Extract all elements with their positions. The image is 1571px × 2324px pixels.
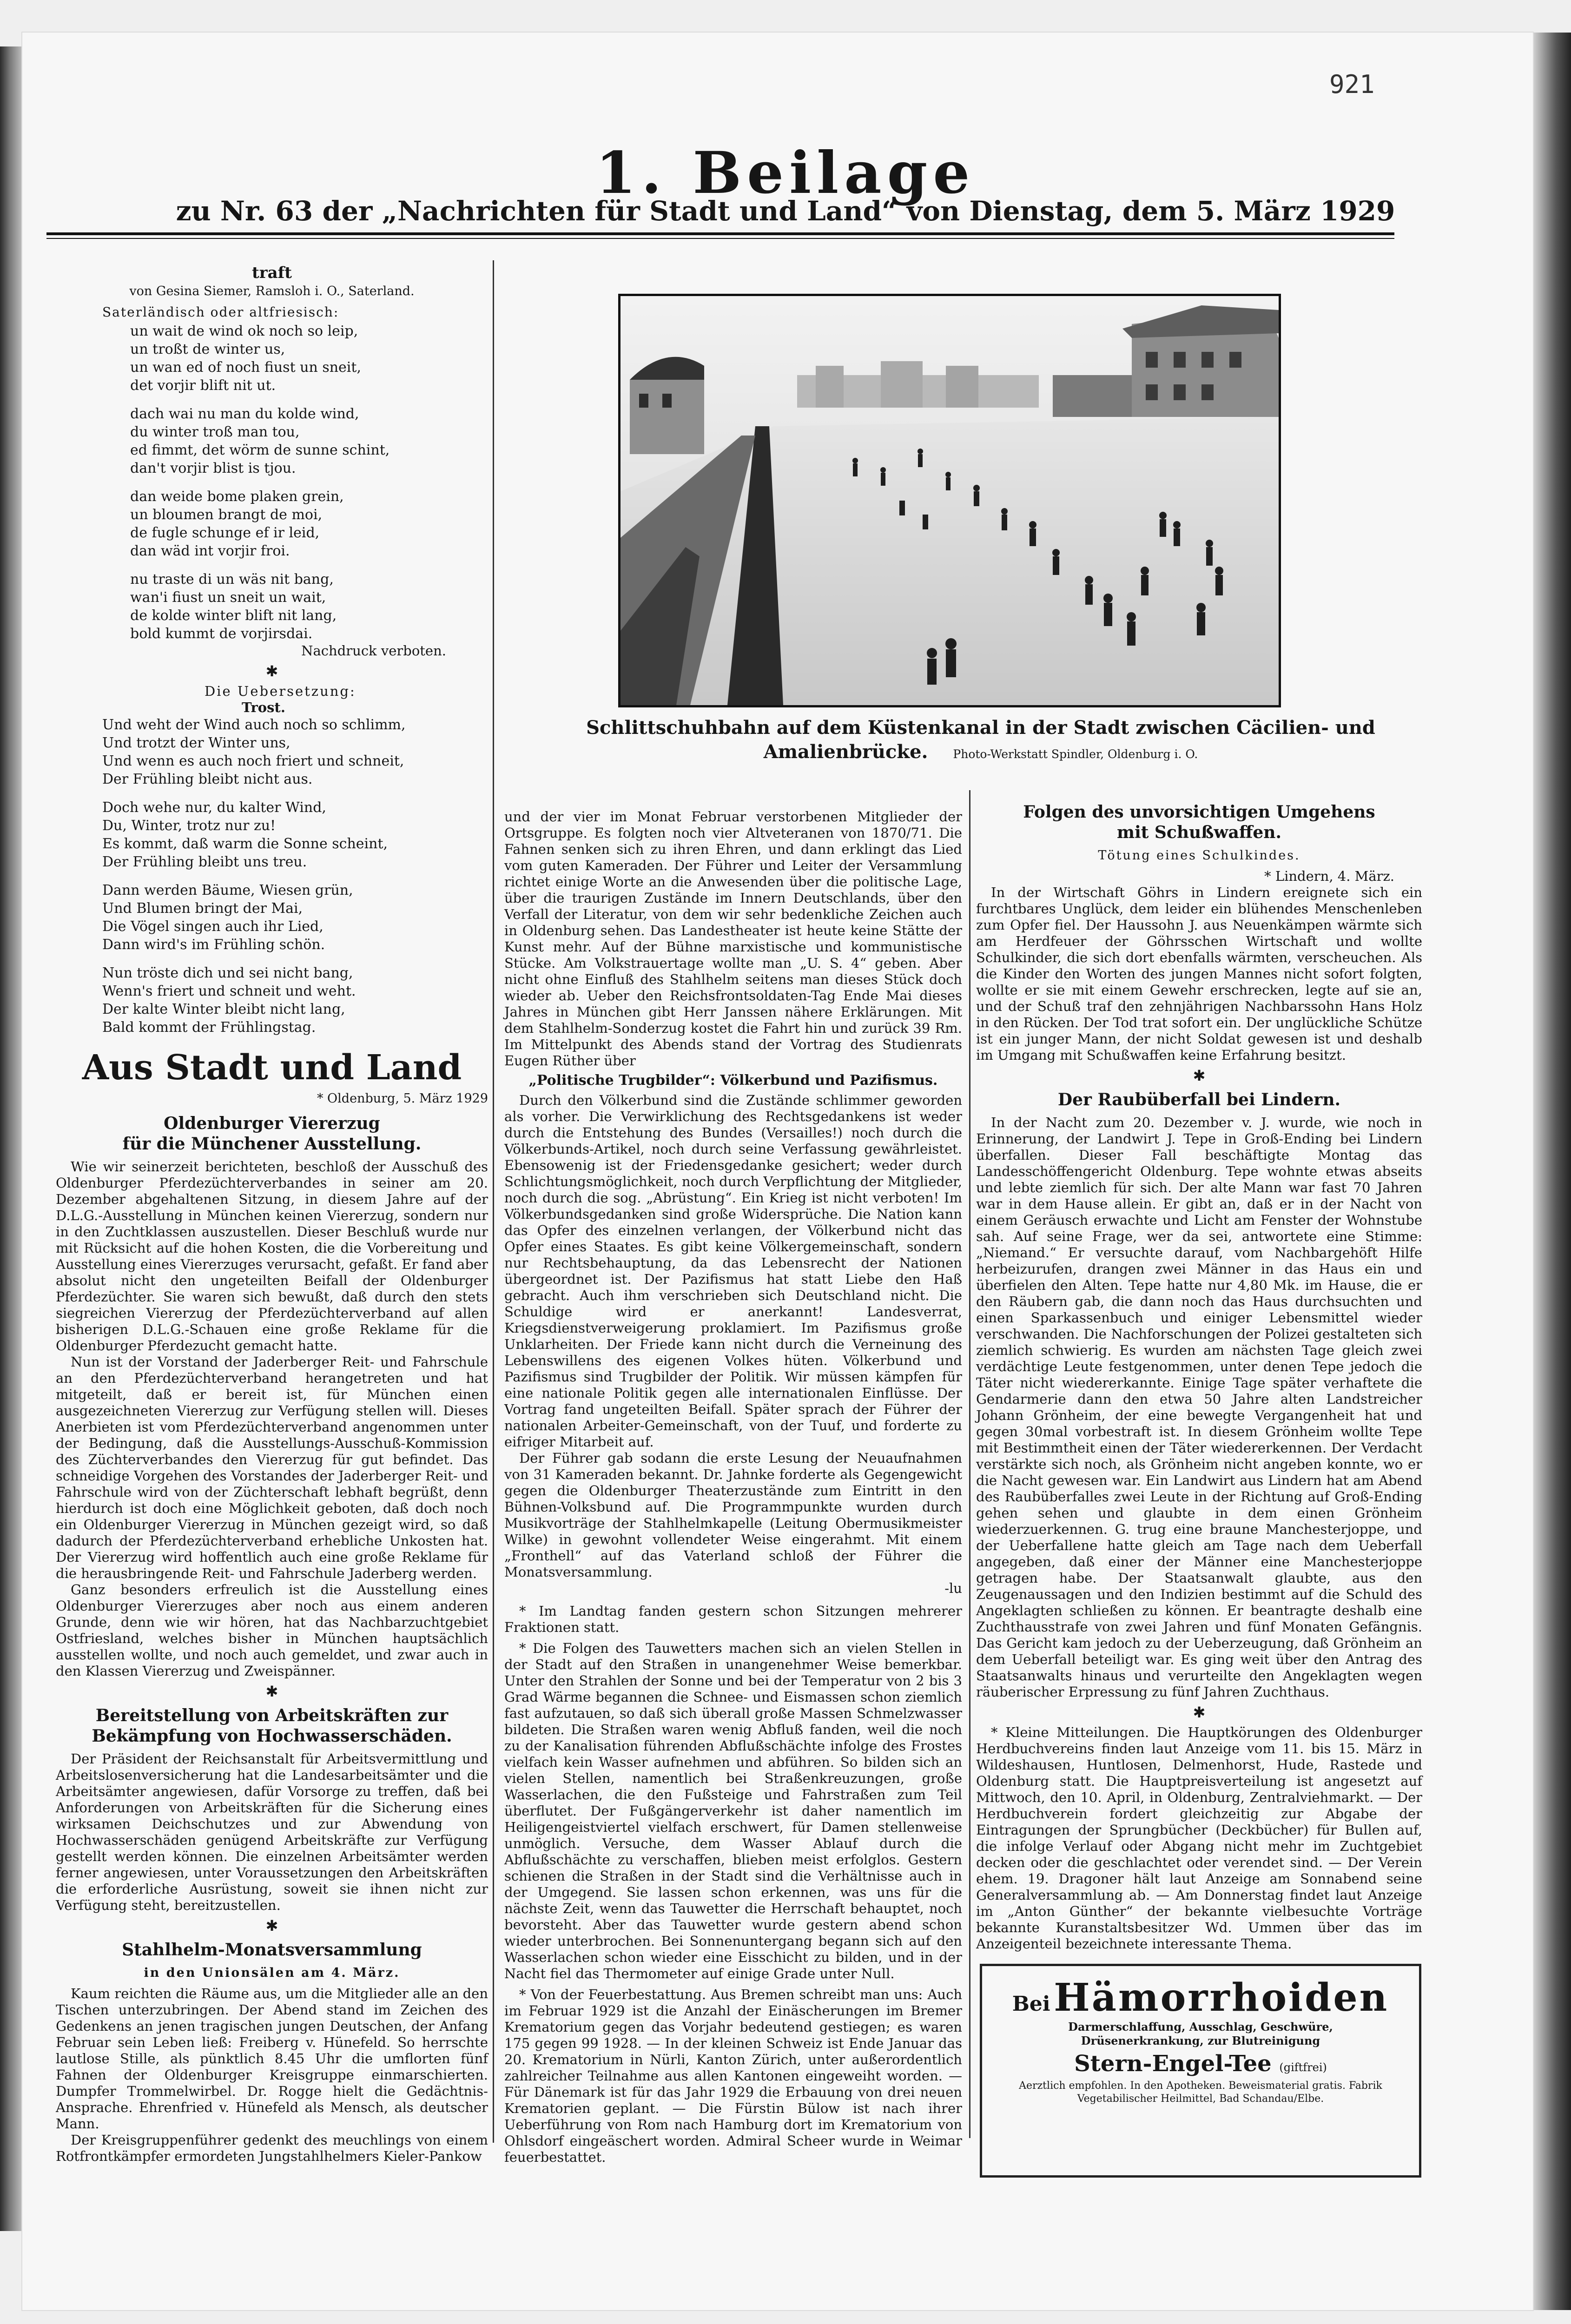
article-title-line: für die Münchener Ausstellung. — [122, 1134, 422, 1154]
separator-star: ✱ — [265, 1683, 278, 1700]
paragraph: Wie wir seinerzeit berichteten, beschloß der Ausschuß des Oldenburger Pferdezüchterverbandes in seiner am 20. Dezember abgehaltenen Sitzung, in diesem Jahre auf der D.L.G.-Ausstellung in München keinen Viererzug, sondern nur in den Zuchtklassen auszustellen. Dieser Beschluß wurde nur mit Rücksicht auf die hohen Kosten, die die Vorbereitung und Ausstellung eines Viererzuges verursacht, gefaßt. Er fand aber absolut nicht den ungeteilten Beifall der Oldenburger Pferdezüchter. Sie waren sich bewußt, daß durch den stets siegreichen Viererzug der Pferdezüchterverband auf allen bisherigen D.L.G.-Schauen eine große Reklame für die Oldenburger Pferdezucht gemacht hatte. — [56, 1159, 488, 1353]
stanza — [130, 322, 488, 395]
paragraph: und der vier im Monat Februar verstorbenen Mitglieder der Ortsgruppe. Es folgten noch vier Altveteranen von 1870/71. Die Fahnen senken sich zu ihren Ehren, und dann erklingt das Lied vom guten Kameraden. Der Führer und Leiter der Versammlung richtet einige Worte an die Anwesenden über die politische Lage, über die traurigen Zustände im Innern Deutschlands, über den Verfall der Literatur, von dem wir sehr bedenkliche Zeichen auch in Oldenburg sehen. Das Landestheater ist heute keine Stätte der Kunst mehr. Auf der Bühne marxistische und kommunistische Stücke. Am Volkstrauertage wollte man „U. S. 4“ geben. Aber nicht ohne Einfluß des Stahlhelm seitens man dieses Stück doch wieder ab. Ueber den Reichsfrontsoldaten-Tag Ende Mai dieses Jahres in München gibt Herr Janssen nähere Erklärungen. Mit dem Stahlhelm-Sonderzug kostet die Fahrt hin und zurück 39 Rm. Im Mittelpunkt des Abends stand der Vortrag des Studienrats Eugen Rüther über — [504, 809, 962, 1069]
article-title-line: Bereitstellung von Arbeitskräften zur — [95, 1706, 449, 1725]
verse-line: bold kummt de vorjirsdai. — [130, 626, 313, 642]
section-dateline: * Oldenburg, 5. März 1929 — [317, 1091, 488, 1106]
column-2 — [504, 809, 962, 2166]
ad-headline — [990, 1975, 1411, 2020]
photo-caption — [548, 716, 1413, 764]
lecture-title: „Politische Trugbilder“: Völkerbund und Pazifismus. — [528, 1072, 938, 1089]
poem-original — [56, 322, 488, 643]
caption-text: Schlittschuhbahn auf dem Küstenkanal in der Stadt zwischen Cäcilien- und Amalienbrücke. — [586, 717, 1375, 763]
article-title: Der Raubüberfall bei Lindern. — [1057, 1090, 1341, 1109]
verse-line: du winter troß man tou, — [130, 424, 300, 440]
verse-line: Es kommt, daß warm die Sonne scheint, — [102, 836, 388, 852]
translation-title: Trost. — [242, 700, 285, 715]
poem-translation — [56, 716, 488, 1037]
verse-line: Der Frühling bleibt nicht aus. — [102, 771, 313, 787]
article-title — [56, 1940, 488, 1960]
stanza — [130, 570, 488, 643]
paragraph: In der Nacht zum 20. Dezember v. J. wurde, wie noch in Erinnerung, der Landwirt J. Tepe in Groß-Ending bei Lindern überfallen. Dieser Fall beschäftigte Montag das Landesschöffengericht Oldenburg. Tepe wohnte etwas abseits und lebte ziemlich für sich. Der alte Mann war fast 70 Jahren war in dem Hause allein. Er gibt an, daß er in der Nacht von einem Geräusch erwachte und Licht am Fenster der Wohnstube sah. Auf seine Frage, wer da sei, antwortete eine Stimme: „Niemand.“ Er versuchte darauf, vom Nachbargehöft Hilfe herbeizurufen, drangen zwei Männer in das Haus ein und überfielen den Alten. Tepe hatte nur 4,80 Mk. im Hause, die er den Räubern gab, die dann noch das Haus durchsuchten und einen Sparkassenbuch und einiger Lebensmittel wieder verschwanden. Die Nachforschungen der Polizei gestalteten sich ziemlich schwierig. Es wurden am nächsten Tage gleich zwei verdächtige Leute festgenommen, unter denen Tepe jedoch die Täter nicht wiedererkannte. Einige Tage später verhaftete die Gendarmerie dann den etwa 50 Jahre alten Landstreicher Johann Grönheim, der eine bewegte Vergangenheit hat und gegen 30mal vorbestraft ist. In diesem Grönheim wollte Tepe mit Bestimmtheit einen der Täter wiedererkennen. Der Verdacht verstärkte sich noch, als Grönheim nicht angeben konnte, wo er die Nacht gewesen war. Ein Landwirt aus Lindern hat am Abend des Raubüberfalles zwei Leute in der Richtung auf Groß-Ending gehen sehen und glaubte in dem einen Grönheim wiederzuerkennen. G. trug eine braune Manchesterjoppe, und der Ueberfallene hatte gleich am Tage nach dem Ueberfall angegeben, daß einer der Männer eine Manchesterjoppe getragen habe. Der Staatsanwalt glaubte, aus den Zeugenaussagen und den Indizien bestimmt auf die Schuld des Angeklagten schließen zu können. Er beantragte deshalb eine Zuchthausstrafe von zwei Jahren und fünf Monaten Gefängnis. Das Gericht kam jedoch zu der Ueberzeugung, daß Grönheim an dem Ueberfall beteiligt war. Es ging weit über den Antrag des Staatsanwalts hinaus und verurteilte den Angeklagten wegen räuberischer Erpressung zu fünf Jahren Zuchthaus. — [976, 1115, 1422, 1700]
separator-star: ✱ — [265, 662, 278, 680]
paragraph: Der Kreisgruppenführer gedenkt des meuchlings von einem Rotfrontkämpfer ermordeten Jungstahlhelmers Kieler-Pankow — [56, 2132, 488, 2164]
stanza — [102, 964, 488, 1037]
stanza — [130, 488, 488, 560]
verse-line: det vorjir blift nit ut. — [130, 377, 276, 394]
column-3 — [976, 797, 1422, 1952]
ad-prefix: Bei — [1012, 1992, 1050, 2016]
ad-line: Drüsenerkrankung, zur Blutreinigung — [1081, 2034, 1320, 2047]
verse-line: un bloumen brangt de moi, — [130, 507, 323, 523]
stanza — [102, 799, 488, 871]
verse-line: Und weht der Wind auch noch so schlimm, — [102, 717, 406, 733]
poem-title: traft — [252, 264, 292, 282]
verse-line: Nun tröste dich und sei nicht bang, — [102, 965, 353, 981]
verse-line: Dann werden Bäume, Wiesen grün, — [102, 882, 353, 898]
masthead-title: 1. Beilage — [595, 139, 976, 207]
verse-line: dan wäd int vorjir froi. — [130, 543, 290, 559]
verse-line: wan'i fiust un sneit un wait, — [130, 589, 326, 606]
verse-line: dan't vorjir blist is tjou. — [130, 460, 296, 476]
verse-line: Der kalte Winter bleibt nicht lang, — [102, 1001, 345, 1017]
ad-title: Hämorrhoiden — [1054, 1975, 1389, 2020]
verse-line: un wan ed of noch fiust un sneit, — [130, 359, 361, 376]
verse-line: Und trotzt der Winter uns, — [102, 735, 290, 751]
ad-brand-note: (giftfrei) — [1279, 2061, 1327, 2074]
masthead-rule — [46, 232, 1394, 235]
article-dateline: * Lindern, 4. März. — [1264, 868, 1394, 884]
news-photo — [618, 294, 1281, 707]
verse-line: Die Vögel singen auch ihr Lied, — [102, 918, 323, 935]
separator-star: ✱ — [265, 1917, 278, 1934]
verse-line: un wait de wind ok noch so leip, — [130, 323, 358, 339]
book-binding-right — [1534, 33, 1571, 2310]
paragraph: Ganz besonders erfreulich ist die Ausstellung eines Oldenburger Viererzuges aber noch aus einem anderen Grunde, denn wie wir hören, hat das Nachbarzuchtgebiet Ostfriesland, welches bisher in München hauptsächlich ausstellen wollte, und noch auch gemeldet, und zwar auch in den Klassen Viererzug und Zweispänner. — [56, 1582, 488, 1679]
stanza — [102, 716, 488, 788]
verse-line: Wenn's friert und schneit und weht. — [102, 983, 356, 999]
signature: -lu — [944, 1580, 962, 1596]
ad-line: Darmerschlaffung, Ausschlag, Geschwüre, — [1068, 2020, 1333, 2034]
note: * Die Folgen des Tauwetters machen sich an vielen Stellen in der Stadt auf den Straßen in unangenehmer Weise bemerkbar. Unter den Strahlen der Sonne und bei der Temperatur von 2 bis 3 Grad Wärme begannen die Schnee- und Eismassen schon ziemlich fast aufzutauen, so daß sich überall große Massen Schmelzwasser bildeten. Die Straßen waren wenig Abfluß fanden, weil die noch zu der Kanalisation führenden Abflußschächte infolge des Frostes vielfach kein Wasser aufnehmen und abführen. So bilden sich an vielen Stellen, namentlich bei Straßenkreuzungen, große Wasserlachen, die den Fußsteige und Fahrstraßen zum Teil überflutet. Der Fußgängerverkehr ist daher namentlich im Heiligengeistviertel vielfach erschwert, für Damen stellenweise unmöglich. Versuche, dem Wasser Ablauf durch die Abflußschächte zu verschaffen, blieben meist erfolglos. Gestern schienen die Straßen in der Stadt sind die Verhältnisse auch in der Umgegend. Sie lassen schon erkennen, was uns für die nächste Zeit, wenn das Tauwetter die Herrschaft behauptet, noch bevorsteht. Aber das Tauwetter wurde gestern abend schon wieder unterbrochen. Bei Sonnenuntergang begann sich auf den Wasserlachen schon wieder eine Eisschicht zu bilden, und in der Nacht fiel das Thermometer auf einige Grade unter Null. — [504, 1640, 962, 1981]
column-divider — [493, 260, 494, 2143]
section-title: Aus Stadt und Land — [82, 1048, 462, 1088]
stanza — [130, 405, 488, 477]
article-title — [56, 1705, 488, 1746]
paragraph: Kaum reichten die Räume aus, um die Mitglieder alle an den Tischen unterzubringen. Der Abend stand im Zeichen des Gedenkens an jenen tragischen jungen Deutschen, der Anfang Februar sein Leben ließ: Freiberg v. Hünefeld. So herrschte lautlose Stille, als pünktlich 8.45 Uhr die umflorten fünf Fahnen der Oldenburger Kreisgruppe einmarschierten. Dumpfer Trommelwirbel. Dr. Rogge hielt die Gedächtnis-Ansprache. Ehrenfried v. Hünefeld als Mensch, als deutscher Mann. — [56, 1986, 488, 2132]
page-number: 921 — [1329, 70, 1375, 99]
verse-line: dan weide bome plaken grein, — [130, 489, 344, 505]
verse-line: Du, Winter, trotz nur zu! — [102, 818, 276, 834]
paragraph: Der Präsident der Reichsanstalt für Arbeitsvermittlung und Arbeitslosenversicherung hat die Landesarbeitsämter und die Arbeitsämter angewiesen, dafür Vorsorge zu treffen, daß bei Anforderungen von Arbeitskräften für die Sicherung eines wirksamen Deichschutzes und zur Abwendung von Hochwasserschäden genügend Arbeitskräfte zur Verfügung gestellt werden können. Die einzelnen Arbeitsämter werden ferner angewiesen, unter Voraussetzungen den Arbeitskräften die erforderliche Ausrüstung, soweit sie ihnen nicht zur Verfügung steht, bereitzustellen. — [56, 1751, 488, 1913]
verse-line: ed fimmt, det wörm de sunne schint, — [130, 442, 390, 458]
article-title-line: Oldenburger Viererzug — [164, 1114, 380, 1133]
verse-line: de fugle schunge ef ir leid, — [130, 525, 320, 541]
article-title — [56, 1113, 488, 1154]
verse-line: dach wai nu man du kolde wind, — [130, 406, 359, 422]
masthead-rule-thin — [46, 238, 1394, 239]
ad-brand — [990, 2051, 1411, 2077]
verse-line: nu traste di un wäs nit bang, — [130, 571, 334, 588]
note: * Im Landtag fanden gestern schon Sitzungen mehrerer Fraktionen statt. — [504, 1603, 962, 1635]
paragraph: Nun ist der Vorstand der Jaderberger Reit- und Fahrschule an den Pferdezüchterverband herangetreten und hat mitgeteilt, daß er bereit ist, für München einen ausgezeichneten Viererzug zur Verfügung stellen will. Dieses Anerbieten ist vom Pferdezüchterverband angenommen unter der Bedingung, daß die Ausstellungs-Ausschuß-Kommission des Züchterverbandes den Viererzug für gut befindet. Das schneidige Vorgehen des Vorstandes der Jaderberger Reit- und Fahrschule wird von der Züchterschaft lebhaft begrüßt, denn hierdurch ist doch eine Möglichkeit geboten, daß doch noch ein Oldenburger Viererzug in München gezeigt wird, so daß dadurch der Pferdezüchterverband erhebliche Unkosten hat. Der Viererzug wird hoffentlich auch eine große Reklame für die herausbringende Reit- und Fahrschule Jaderberg werden. — [56, 1354, 488, 1581]
ad-footer: Aerztlich empfohlen. In den Apotheken. Beweismaterial gratis. Fabrik Vegetabilischer Heilmittel, Bad Schandau/Elbe. — [1019, 2080, 1382, 2105]
stanza — [102, 881, 488, 954]
poem-rights: Nachdruck verboten. — [301, 643, 446, 659]
verse-line: Dann wird's im Frühling schön. — [102, 937, 325, 953]
verse-line: Und wenn es auch noch friert und schneit, — [102, 753, 404, 769]
paragraph: In der Wirtschaft Göhrs in Lindern ereignete sich ein furchtbares Unglück, dem leider ein blühendes Menschenleben zum Opfer fiel. Der Haussohn J. aus Neuenkämpen wärmte sich am Herdfeuer der Göhrsschen Wirtschaft und wollte Schulkinder, die sich dort ebenfalls wärmten, verscheuchen. Als die Kinder den Worten des jungen Mannes nicht sofort folgten, wollte er sie mit einem Gewehr erschrecken, legte auf sie an, und der Schuß traf den zehnjährigen Nachbarssohn Hans Holz in den Rücken. Der Tod trat sofort ein. Der unglückliche Schütze ist ein junger Mann, der nicht Soldat gewesen ist und deshalb im Umgang mit Schußwaffen keine Erfahrung besitzt. — [976, 885, 1422, 1063]
verse-line: Und Blumen bringt der Mai, — [102, 900, 303, 917]
article-title-line: mit Schußwaffen. — [1116, 823, 1282, 842]
verse-line: Der Frühling bleibt uns treu. — [102, 854, 307, 870]
note: * Von der Feuerbestattung. Aus Bremen schreibt man uns: Auch im Februar 1929 ist die Anzahl der Einäscherungen im Bremer Krematorium gegen das Vorjahr bedeutend gestiegen; es waren 175 gegen 99 1928. — In der kleinen Schweiz ist Ende Januar das 20. Krematorium in Nürli, Kanton Zürich, unter außerordentlich zahlreicher Teilnahme aus allen Kantonen eingeweiht worden. — Für Dänemark ist für das Jahr 1929 die Erbauung von drei neuen Krematorien geplant. — Die Fürstin Bülow ist nach ihrer Ueberführung von Rom nach Hamburg dort im Krematorium von Ohlsdorf eingeäschert worden. Admiral Scheer wurde in Weimar feuerbestattet. — [504, 1987, 962, 2165]
column-1 — [56, 263, 488, 2165]
paragraph: Der Führer gab sodann die erste Lesung der Neuaufnahmen von 31 Kameraden bekannt. Dr. Jahnke forderte als Gegengewicht gegen die Oldenburger Theaterzustände zum Eintritt in den Bühnen-Volksbund auf. Die Programmpunkte wurden durch Musikvorträge der Stahlhelmkapelle (Leitung Obermusikmeister Wilke) in gewohnt vollendeter Weise eingerahmt. Mit einem „Fronthell“ auf das Vaterland schloß der Führer die Monatsversammlung. — [504, 1450, 962, 1580]
translation-label: Die Uebersetzung: — [205, 683, 356, 699]
column-divider — [969, 790, 970, 2138]
article-title-line: Bekämpfung von Hochwasserschäden. — [92, 1726, 452, 1746]
notices: * Kleine Mitteilungen. Die Hauptkörungen des Oldenburger Herdbuchvereins finden laut Anzeige vom 11. bis 15. März in Wildeshausen, Huntlosen, Delmenhorst, Hude, Rastede und Oldenburg statt. Die Hauptpreisverteilung ist angesetzt auf Mittwoch, den 10. April, in Oldenburg, Zentralviehmarkt. — Der Herdbuchverein fordert gleichzeitig zur Abgabe der Eintragungen der Sprungbücher (Deckbücher) für Bullen auf, die infolge Verlauf oder Abgang nicht mehr im Zuchtgebiet decken oder die geschlachtet oder verendet sind. — Der Verein ehem. 19. Dragoner hält laut Anzeige am Sonnabend seine Generalversammlung ab. — Am Donnerstag findet laut Anzeige im „Anton Günther“ der bekannte vielbesuchte Vorträge bekannte Kuranstaltsbesitzer Wd. Ummen über das im Anzeigenteil bezeichnete interessante Thema. — [976, 1724, 1422, 1952]
photo-credit: Photo-Werkstatt Spindler, Oldenburg i. O. — [953, 747, 1198, 761]
book-binding-left — [0, 46, 24, 2231]
article-title — [976, 802, 1422, 843]
verse-line: un troßt de winter us, — [130, 341, 285, 357]
advertisement-box — [980, 1964, 1421, 2178]
paragraph: Durch den Völkerbund sind die Zustände schlimmer geworden als vorher. Die Verwirklichung des Rechtsgedankens ist weder durch die Entstehung des Bundes (Versailles!) noch durch die Völkerbunds-Artikel, noch durch seine Verfassung gewährleistet. Ebensowenig ist der Friedensgedanke gesichert; weder durch Schlichtungsmöglichkeit, noch durch Verpflichtung der Mitglieder, noch durch die sog. „Abrüstung“. Ein Krieg ist nicht verboten! Im Völkerbundsgedanken sind große Widersprüche. Die Nation kann das Opfer des einzelnen verlangen, der Völkerbund nicht das Opfer eines Staates. Es gibt keine Völkergemeinschaft, sondern nur Rechtsbehauptung, da das Lebensrecht der Nationen übergeordnet ist. Der Pazifismus hat statt Liebe den Haß gebracht. Auch ihm verschrieben sich Deutschland nicht. Die Schuldige wird er anerkannt! Landesverrat, Kriegsdienstverweigerung proklamiert. Im Pazifismus große Unklarheiten. Der Friede kann nicht durch die Verneinung des Lebenswillens des eigenen Volkes hüten. Völkerbund und Pazifismus sind Trugbilder der Politik. Wir müssen kämpfen für eine nationale Politik gegen alle internationalen Einflüsse. Der Vortrag fand ungeteilten Beifall. Später sprach der Führer der nationalen Arbeiter-Gemeinschaft, von der Tuuf, und forderte zu eifriger Mitarbeit auf. — [504, 1092, 962, 1450]
ad-indications — [990, 2020, 1411, 2048]
separator-star: ✱ — [1193, 1703, 1206, 1721]
poem-byline: von Gesina Siemer, Ramsloh i. O., Saterland. — [129, 284, 415, 298]
poem-intro: Saterländisch oder altfriesisch: — [102, 304, 339, 320]
verse-line: de kolde winter blift nit lang, — [130, 607, 337, 624]
masthead-subtitle: zu Nr. 63 der „Nachrichten für Stadt und Land“ von Dienstag, dem 5. März 1929 — [176, 195, 1395, 227]
article-subtitle: in den Unionsälen am 4. März. — [144, 1966, 400, 1980]
article-subtitle: Tötung eines Schulkindes. — [1098, 848, 1300, 863]
skating-scene-image — [620, 296, 1279, 705]
verse-line: Bald kommt der Frühlingstag. — [102, 1019, 316, 1036]
ad-brand-name: Stern-Engel-Tee — [1074, 2051, 1272, 2077]
verse-line: Doch wehe nur, du kalter Wind, — [102, 799, 326, 816]
separator-star: ✱ — [1193, 1067, 1206, 1084]
article-title-line: Stahlhelm-Monatsversammlung — [122, 1940, 422, 1960]
article-title-line: Folgen des unvorsichtigen Umgehens — [1023, 802, 1375, 822]
